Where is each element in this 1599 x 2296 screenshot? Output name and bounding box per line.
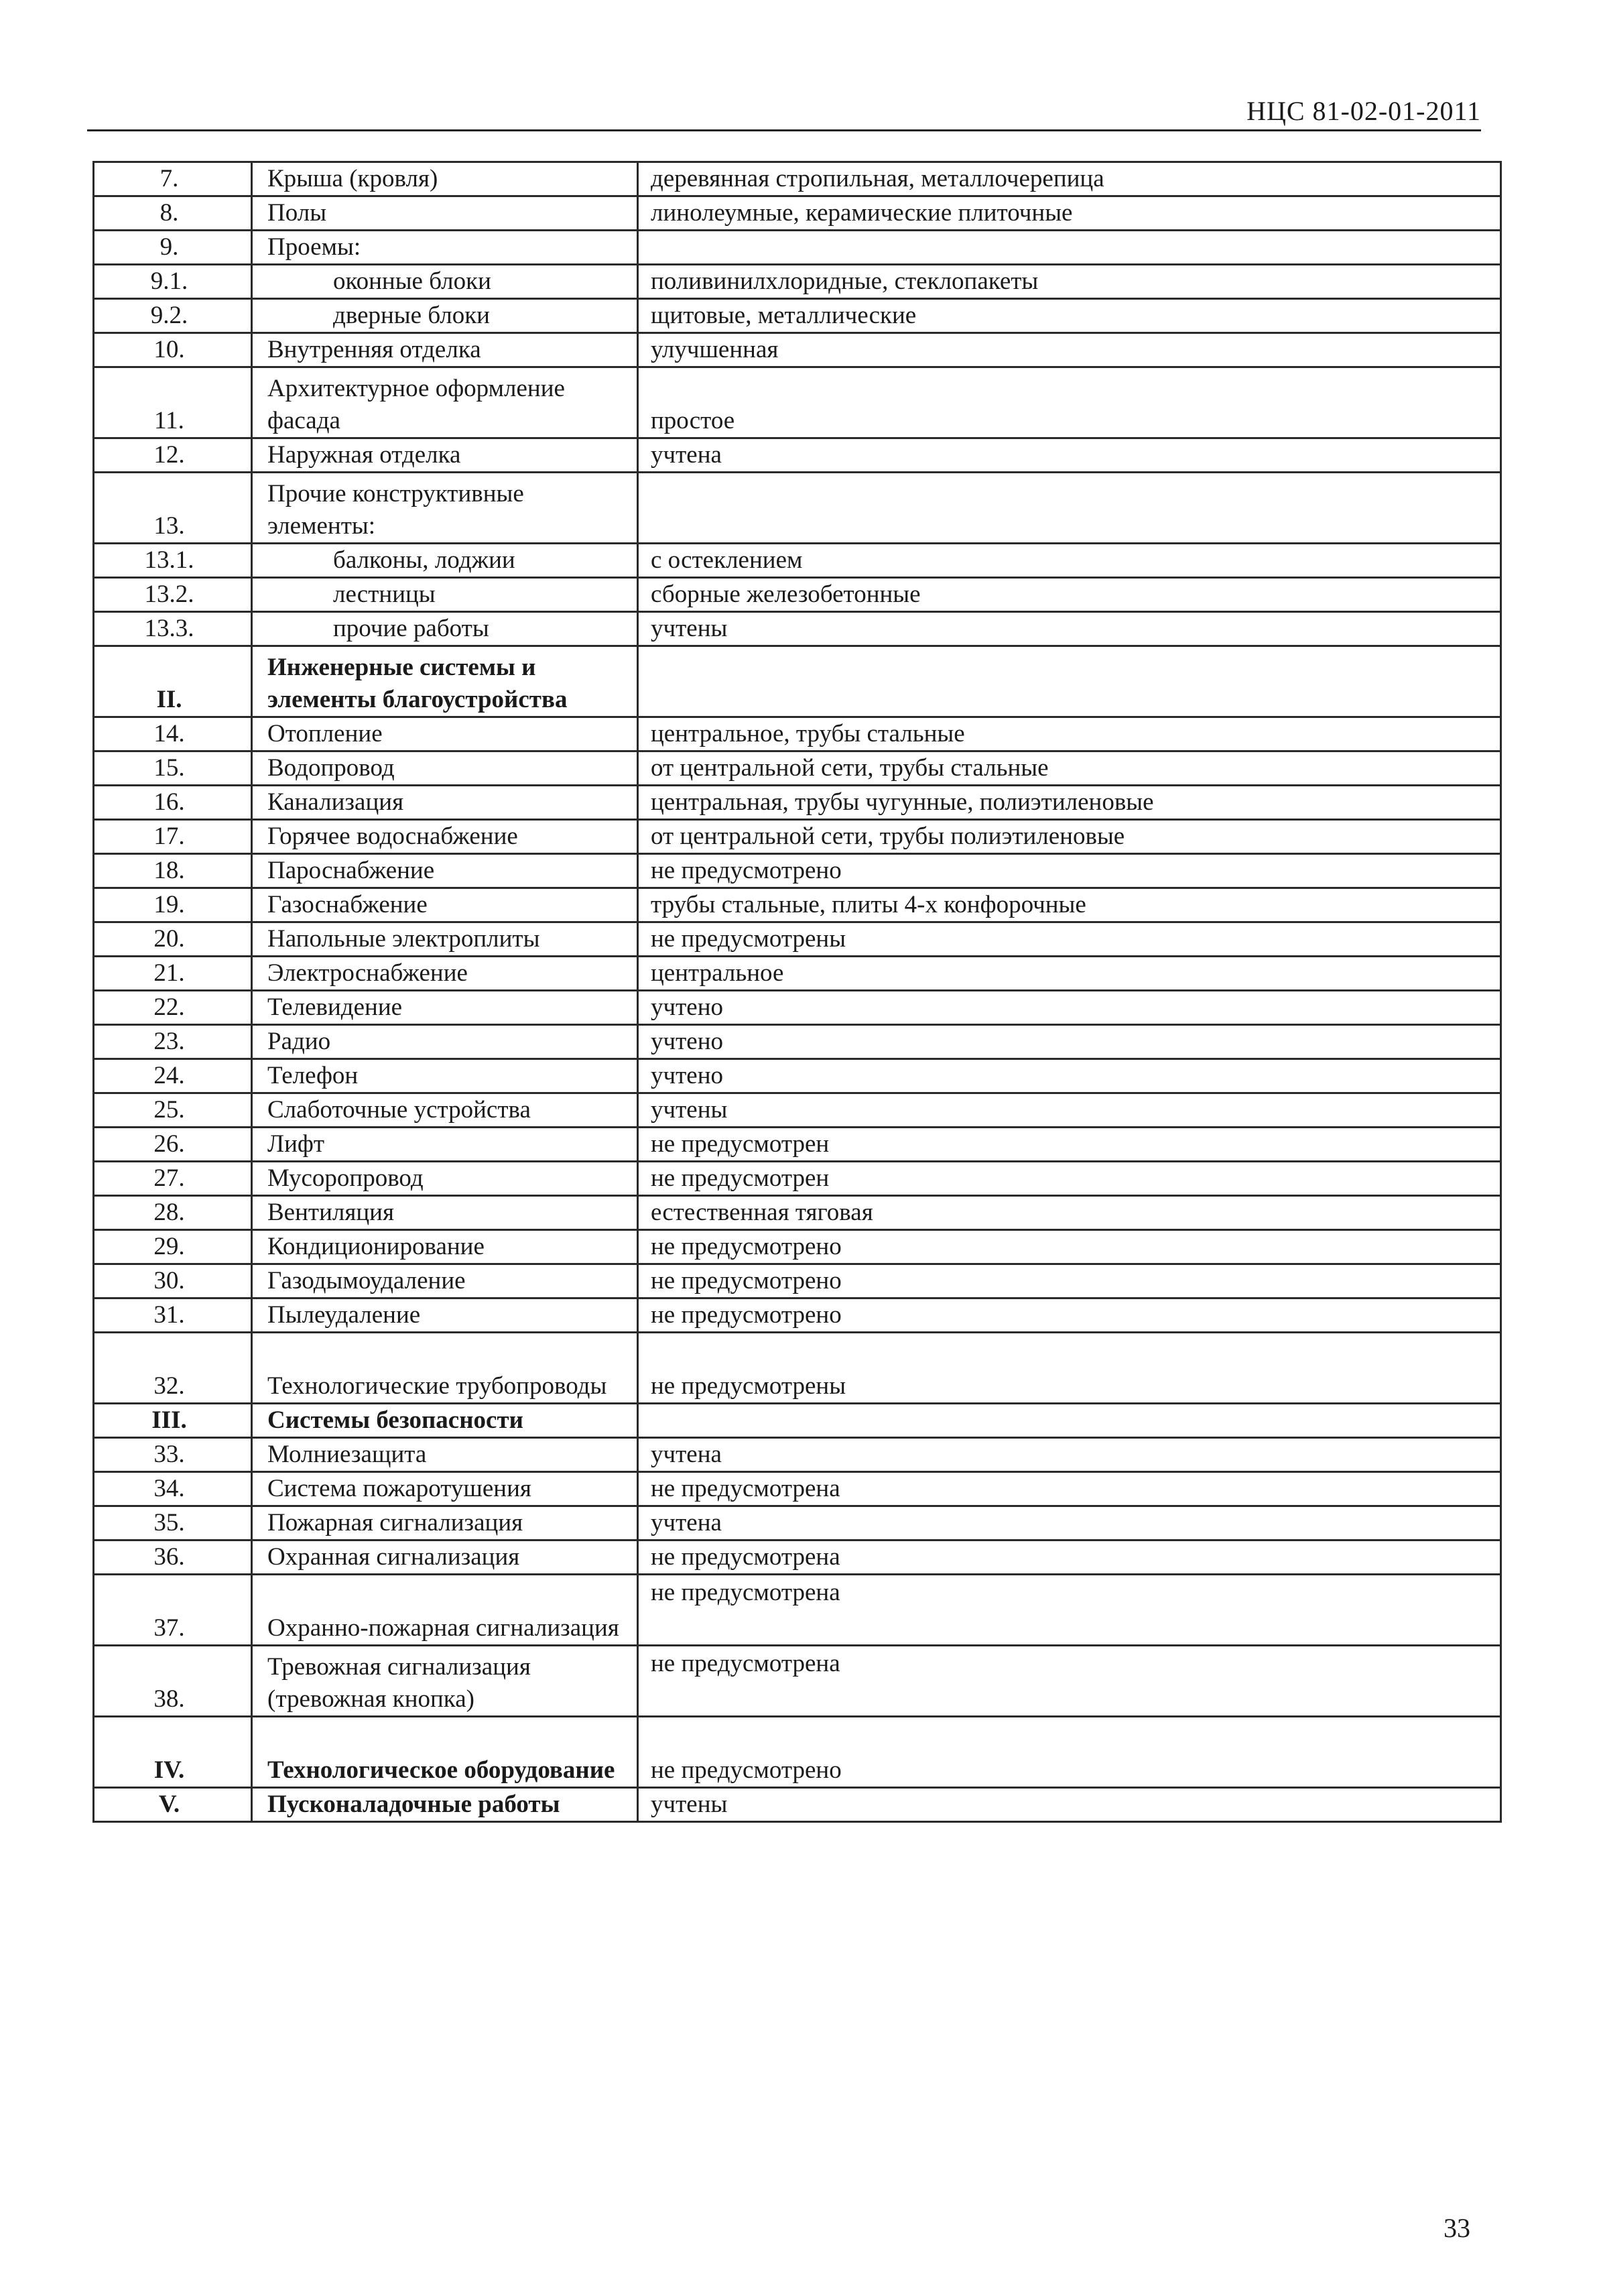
row-value (638, 231, 1501, 265)
row-name: Вентиляция (252, 1196, 638, 1230)
row-number: 16. (94, 786, 252, 820)
row-name: Тревожная сигнализация (тревожная кнопка) (252, 1646, 638, 1717)
row-name: Проемы: (252, 231, 638, 265)
document-code: НЦС 81-02-01-2011 (1246, 96, 1481, 126)
row-value: не предусмотрен (638, 1162, 1501, 1196)
row-name: оконные блоки (252, 265, 638, 299)
row-value: поливинилхлоридные, стеклопакеты (638, 265, 1501, 299)
table-row (94, 888, 1501, 922)
row-value: учтены (638, 1093, 1501, 1128)
table-row (94, 1025, 1501, 1059)
row-name: Пожарная сигнализация (252, 1506, 638, 1540)
table-row (94, 196, 1501, 231)
row-value: от центральной сети, трубы полиэтиленовые (638, 820, 1501, 854)
row-name: Лифт (252, 1128, 638, 1162)
row-number: 9. (94, 231, 252, 265)
row-name: Напольные электроплиты (252, 922, 638, 957)
row-name: Газодымоудаление (252, 1264, 638, 1298)
row-value: не предусмотрены (638, 1333, 1501, 1404)
row-value: простое (638, 367, 1501, 438)
row-value: не предусмотрено (638, 1230, 1501, 1264)
row-number: 29. (94, 1230, 252, 1264)
construction-spec-table (92, 161, 1502, 1823)
row-value: учтены (638, 1788, 1501, 1822)
row-number: 37. (94, 1575, 252, 1646)
row-name: Водопровод (252, 751, 638, 786)
row-value: от центральной сети, трубы стальные (638, 751, 1501, 786)
row-number: 9.2. (94, 299, 252, 333)
row-value: не предусмотрены (638, 922, 1501, 957)
row-value: не предусмотрена (638, 1540, 1501, 1575)
section-title: Пусконаладочные работы (252, 1788, 638, 1822)
row-value: учтена (638, 1438, 1501, 1472)
row-name: Охранная сигнализация (252, 1540, 638, 1575)
table-row (94, 1059, 1501, 1093)
row-number: 8. (94, 196, 252, 231)
row-value: с остеклением (638, 544, 1501, 578)
row-name: лестницы (252, 578, 638, 612)
row-value: не предусмотрено (638, 1264, 1501, 1298)
row-value (638, 1404, 1501, 1438)
row-name: Канализация (252, 786, 638, 820)
table-row (94, 717, 1501, 751)
section-number: II. (94, 646, 252, 717)
row-value: не предусмотрено (638, 854, 1501, 888)
table-row (94, 367, 1501, 438)
row-number: 31. (94, 1298, 252, 1333)
row-value: трубы стальные, плиты 4-х конфорочные (638, 888, 1501, 922)
row-value: не предусмотрено (638, 1298, 1501, 1333)
table-row (94, 1196, 1501, 1230)
row-value: деревянная стропильная, металлочерепица (638, 162, 1501, 196)
row-name: Система пожаротушения (252, 1472, 638, 1506)
table-row (94, 1128, 1501, 1162)
table-row (94, 1162, 1501, 1196)
row-value: щитовые, металлические (638, 299, 1501, 333)
table-row (94, 299, 1501, 333)
row-value: учтена (638, 1506, 1501, 1540)
row-number: 18. (94, 854, 252, 888)
row-number: 21. (94, 957, 252, 991)
row-value (638, 646, 1501, 717)
table-row (94, 473, 1501, 544)
row-value: улучшенная (638, 333, 1501, 367)
row-value (638, 473, 1501, 544)
row-number: 38. (94, 1646, 252, 1717)
table-row (94, 854, 1501, 888)
row-number: 20. (94, 922, 252, 957)
row-name: Пароснабжение (252, 854, 638, 888)
row-number: 13. (94, 473, 252, 544)
row-name: Технологические трубопроводы (252, 1333, 638, 1404)
row-number: 17. (94, 820, 252, 854)
row-name: дверные блоки (252, 299, 638, 333)
row-name: Газоснабжение (252, 888, 638, 922)
row-number: 35. (94, 1506, 252, 1540)
table-row (94, 1438, 1501, 1472)
row-name: Отопление (252, 717, 638, 751)
row-number: 26. (94, 1128, 252, 1162)
table-row (94, 1230, 1501, 1264)
table-row (94, 612, 1501, 646)
row-number: 7. (94, 162, 252, 196)
row-name: Прочие конструктивные элементы: (252, 473, 638, 544)
table-row (94, 922, 1501, 957)
row-name: Телефон (252, 1059, 638, 1093)
table-row (94, 957, 1501, 991)
row-value: не предусмотрен (638, 1128, 1501, 1162)
row-name: Слаботочные устройства (252, 1093, 638, 1128)
row-name: балконы, лоджии (252, 544, 638, 578)
row-number: 15. (94, 751, 252, 786)
row-value: не предусмотрена (638, 1646, 1501, 1717)
section-title: Системы безопасности (252, 1404, 638, 1438)
table-row (94, 1333, 1501, 1404)
row-number: 12. (94, 438, 252, 473)
row-number: 13.3. (94, 612, 252, 646)
row-value: центральная, трубы чугунные, полиэтиленовые (638, 786, 1501, 820)
row-number: 36. (94, 1540, 252, 1575)
row-number: 10. (94, 333, 252, 367)
row-value: учтена (638, 438, 1501, 473)
row-number: 27. (94, 1162, 252, 1196)
row-number: 23. (94, 1025, 252, 1059)
row-value: учтены (638, 612, 1501, 646)
row-name: Архитектурное оформление фасада (252, 367, 638, 438)
row-name: Молниезащита (252, 1438, 638, 1472)
table-row (94, 751, 1501, 786)
row-value: не предусмотрено (638, 1717, 1501, 1788)
row-name: Пылеудаление (252, 1298, 638, 1333)
row-name: прочие работы (252, 612, 638, 646)
table-row (94, 1575, 1501, 1646)
table-row (94, 820, 1501, 854)
table-row (94, 1540, 1501, 1575)
row-number: 22. (94, 991, 252, 1025)
row-number: 13.2. (94, 578, 252, 612)
row-name: Телевидение (252, 991, 638, 1025)
row-number: 32. (94, 1333, 252, 1404)
row-value: учтено (638, 1025, 1501, 1059)
section-row (94, 1788, 1501, 1822)
section-row (94, 1404, 1501, 1438)
table-row (94, 544, 1501, 578)
section-title: Технологическое оборудование (252, 1717, 638, 1788)
row-name: Электроснабжение (252, 957, 638, 991)
row-number: 30. (94, 1264, 252, 1298)
row-name: Крыша (кровля) (252, 162, 638, 196)
page-number: 33 (1444, 2213, 1470, 2243)
table-row (94, 1472, 1501, 1506)
table-row (94, 1646, 1501, 1717)
row-name: Внутренняя отделка (252, 333, 638, 367)
row-number: 25. (94, 1093, 252, 1128)
row-number: 9.1. (94, 265, 252, 299)
row-number: 11. (94, 367, 252, 438)
table-row (94, 991, 1501, 1025)
section-number: V. (94, 1788, 252, 1822)
row-value: не предусмотрена (638, 1472, 1501, 1506)
table-row (94, 1506, 1501, 1540)
row-value: учтено (638, 1059, 1501, 1093)
section-title: Инженерные системы и элементы благоустройства (252, 646, 638, 717)
table-row (94, 265, 1501, 299)
table-row (94, 231, 1501, 265)
row-value: не предусмотрена (638, 1575, 1501, 1646)
row-value: учтено (638, 991, 1501, 1025)
section-row (94, 1717, 1501, 1788)
row-name: Горячее водоснабжение (252, 820, 638, 854)
table-row (94, 578, 1501, 612)
row-number: 24. (94, 1059, 252, 1093)
row-name: Мусоропровод (252, 1162, 638, 1196)
row-number: 13.1. (94, 544, 252, 578)
row-name: Кондиционирование (252, 1230, 638, 1264)
row-number: 19. (94, 888, 252, 922)
row-value: центральное (638, 957, 1501, 991)
row-value: линолеумные, керамические плиточные (638, 196, 1501, 231)
row-name: Охранно-пожарная сигнализация (252, 1575, 638, 1646)
row-number: 33. (94, 1438, 252, 1472)
table-row (94, 333, 1501, 367)
section-number: IV. (94, 1717, 252, 1788)
section-row (94, 646, 1501, 717)
row-value: центральное, трубы стальные (638, 717, 1501, 751)
row-number: 28. (94, 1196, 252, 1230)
row-value: сборные железобетонные (638, 578, 1501, 612)
table-row (94, 1093, 1501, 1128)
row-value: естественная тяговая (638, 1196, 1501, 1230)
row-number: 14. (94, 717, 252, 751)
row-name: Наружная отделка (252, 438, 638, 473)
table-row (94, 1298, 1501, 1333)
table-row (94, 786, 1501, 820)
header-rule (87, 129, 1481, 131)
table-row (94, 1264, 1501, 1298)
table-row (94, 438, 1501, 473)
row-name: Полы (252, 196, 638, 231)
row-name: Радио (252, 1025, 638, 1059)
table-row (94, 162, 1501, 196)
row-number: 34. (94, 1472, 252, 1506)
section-number: III. (94, 1404, 252, 1438)
